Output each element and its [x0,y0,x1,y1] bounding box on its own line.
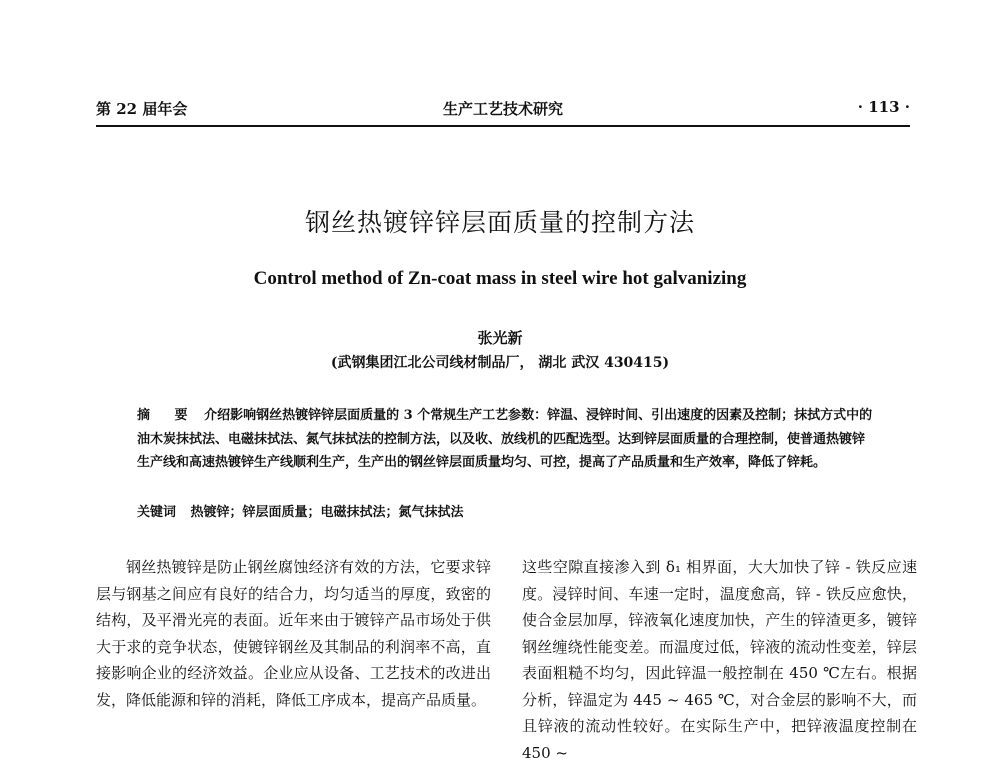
author-name: 张光新 [477,329,523,347]
body-paragraph: 这些空隙直接渗入到 δ₁ 相界面，大大加快了锌 - 铁反应速度。浸锌时间、车速一定时，温度愈高，锌 - 铁反应愈快，使合金层加厚，锌液氧化速度加快，产生的锌渣更多，镀锌钢丝缠绕性能变差。而温度过低，锌液的流动性变差，锌层表面粗糙不均匀，因此锌温一般控制在 450 ℃左右。根据分析，锌温定为 445 ~ 465 ℃，对合金层的影响不大，而且锌液的流动性较好。在实际生产中，把锌液温度控制在450 ~ [522,558,917,762]
conference-label: 第 22 届年会 [96,100,188,118]
section-title: 生产工艺技术研究 [442,100,563,118]
body-column-left [96,554,491,713]
abstract [137,404,877,475]
page-number: · 113 · [857,98,910,116]
abstract-label: 摘 要 [137,408,198,423]
paper-title-english: Control method of Zn-coat mass in steel wire hot galvanizing [253,268,747,289]
keywords-label: 关键词 [137,505,177,520]
header-rule [96,125,910,127]
keywords-text: 热镀锌；锌层面质量；电磁抹拭法；氮气抹拭法 [190,505,464,520]
keywords [137,501,877,520]
body-column-right [522,554,917,766]
author-affiliation: (武钢集团江北公司线材制品厂， 湖北 武汉 430415) [330,355,670,371]
paper-title: 钢丝热镀锌锌层面质量的控制方法 [304,208,695,237]
body-paragraph: 钢丝热镀锌是防止钢丝腐蚀经济有效的方法，它要求锌层与钢基之间应有良好的结合力，均匀适当的厚度，致密的结构，及平滑光亮的表面。近年来由于镀锌产品市场处于供大于求的竞争状态，使镀锌钢丝及其制品的利润率不高，直接影响企业的经济效益。企业应从设备、工艺技术的改进出发，降低能源和锌的消耗，降低工序成本，提高产品质量。 [96,558,491,709]
abstract-text: 介绍影响钢丝热镀锌锌层面质量的 3 个常规生产工艺参数：锌温、浸锌时间、引出速度的因素及控制；抹拭方式中的油木炭抹拭法、电磁抹拭法、氮气抹拭法的控制方法，以及收、放线机的匹配选型。达到锌层面质量的合理控制，使普通热镀锌生产线和高速热镀锌生产线顺利生产，生产出的钢丝锌层面质量均匀、可控，提高了产品质量和生产效率，降低了锌耗。 [137,408,873,470]
running-header [96,96,910,120]
